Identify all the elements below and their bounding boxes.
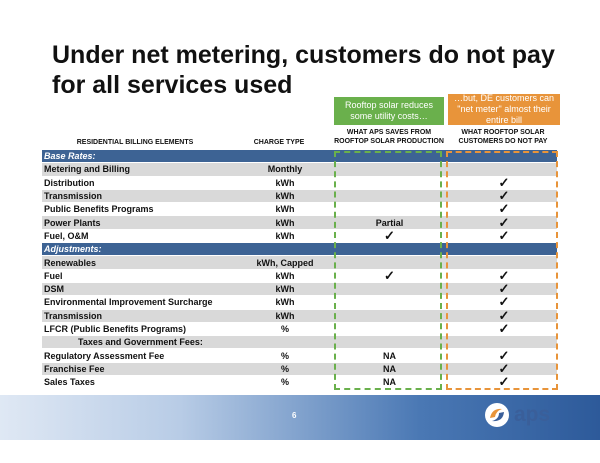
- billing-element-name: DSM: [44, 284, 64, 295]
- checkmark-icon: ✓: [498, 374, 510, 390]
- billing-element-name: Adjustments:: [44, 244, 102, 255]
- column-header-not-pay: WHAT ROOFTOP SOLAR CUSTOMERS DO NOT PAY: [458, 129, 548, 145]
- table-row: [42, 283, 557, 296]
- aps-saves-cell: NA: [383, 377, 396, 388]
- charge-type-cell: %: [280, 377, 289, 388]
- charge-type-cell: Monthly: [267, 164, 303, 175]
- savings-callout: Rooftop solar reduces some utility costs…: [334, 97, 444, 125]
- billing-element-name: Environmental Improvement Surcharge: [44, 297, 213, 308]
- aps-swirl-icon: [484, 402, 510, 428]
- table-row: [42, 174, 557, 190]
- table-row: [42, 216, 557, 229]
- charge-type-cell: kWh, Capped: [256, 257, 314, 268]
- checkmark-icon: ✓: [498, 188, 510, 204]
- billing-element-name: Taxes and Government Fees:: [78, 337, 203, 348]
- column-header-aps-saves: WHAT APS SAVES FROM ROOFTOP SOLAR PRODUCTION: [334, 129, 444, 145]
- table-row: [42, 256, 557, 269]
- charge-type-cell: kWh: [275, 310, 295, 321]
- page-title: Under net metering, customers do not pay for all services used: [52, 41, 555, 99]
- billing-element-name: Sales Taxes: [44, 377, 95, 388]
- column-header-charge-type: CHARGE TYPE: [253, 139, 305, 146]
- table-row: [42, 163, 557, 176]
- billing-element-name: Fuel: [44, 270, 63, 281]
- checkmark-icon: ✓: [498, 267, 510, 283]
- billing-element-name: Base Rates:: [44, 151, 96, 162]
- charge-type-cell: kWh: [275, 191, 295, 202]
- billing-element-name: Transmission: [44, 191, 103, 202]
- table-row: [42, 203, 557, 216]
- table-row: [42, 296, 557, 309]
- checkmark-icon: ✓: [498, 307, 510, 323]
- aps-saves-cell: Partial: [375, 217, 404, 228]
- billing-element-name: LFCR (Public Benefits Programs): [44, 324, 187, 334]
- table-row: [42, 323, 557, 336]
- billing-element-name: Renewables: [44, 257, 97, 268]
- checkmark-icon: ✓: [498, 201, 510, 217]
- billing-element-name: Power Plants: [44, 217, 101, 228]
- charge-type-cell: kWh: [275, 217, 295, 228]
- charge-type-cell: kWh: [275, 270, 295, 281]
- checkmark-icon: ✓: [498, 360, 510, 376]
- section-header-row: [42, 243, 557, 256]
- billing-table: [42, 150, 557, 389]
- section-header-row: [42, 150, 557, 163]
- checkmark-icon: ✓: [498, 321, 510, 336]
- table-row: [42, 376, 557, 389]
- table-row: [42, 349, 557, 362]
- charge-type-cell: %: [280, 350, 289, 361]
- table-row: [42, 267, 557, 283]
- charge-type-cell: %: [280, 324, 289, 334]
- logo-text: aps: [514, 403, 551, 426]
- subheading-row: [42, 336, 557, 349]
- table-row: [42, 227, 557, 243]
- table-row: [42, 360, 557, 376]
- billing-element-name: Franchise Fee: [44, 363, 105, 374]
- charge-type-cell: %: [280, 363, 289, 374]
- table-row: [42, 307, 557, 323]
- page-number: 6: [292, 411, 297, 420]
- net-meter-callout: …but, DE customers can "net meter" almost their entire bill: [448, 94, 560, 125]
- aps-logo: [484, 400, 574, 430]
- checkmark-icon: ✓: [498, 214, 510, 230]
- billing-element-name: Public Benefits Programs: [44, 204, 154, 215]
- charge-type-cell: kWh: [275, 204, 295, 215]
- checkmark-icon: ✓: [498, 347, 510, 363]
- billing-element-name: Fuel, O&M: [44, 230, 89, 241]
- aps-saves-cell: NA: [383, 363, 396, 374]
- checkmark-icon: ✓: [498, 281, 510, 297]
- checkmark-icon: ✓: [498, 294, 510, 310]
- charge-type-cell: kWh: [275, 297, 295, 308]
- column-header-elements: RESIDENTIAL BILLING ELEMENTS: [76, 139, 194, 146]
- checkmark-icon: ✓: [498, 174, 510, 190]
- charge-type-cell: kWh: [275, 284, 295, 295]
- table-row: [42, 190, 557, 203]
- charge-type-cell: kWh: [275, 177, 295, 188]
- billing-element-name: Metering and Billing: [44, 164, 131, 175]
- checkmark-icon: ✓: [384, 227, 395, 243]
- charge-type-cell: kWh: [275, 230, 295, 241]
- billing-element-name: Regulatory Assessment Fee: [44, 350, 165, 361]
- checkmark-icon: ✓: [498, 227, 510, 243]
- aps-saves-cell: NA: [383, 350, 396, 361]
- billing-element-name: Distribution: [44, 177, 95, 188]
- billing-element-name: Transmission: [44, 310, 103, 321]
- checkmark-icon: ✓: [384, 267, 395, 283]
